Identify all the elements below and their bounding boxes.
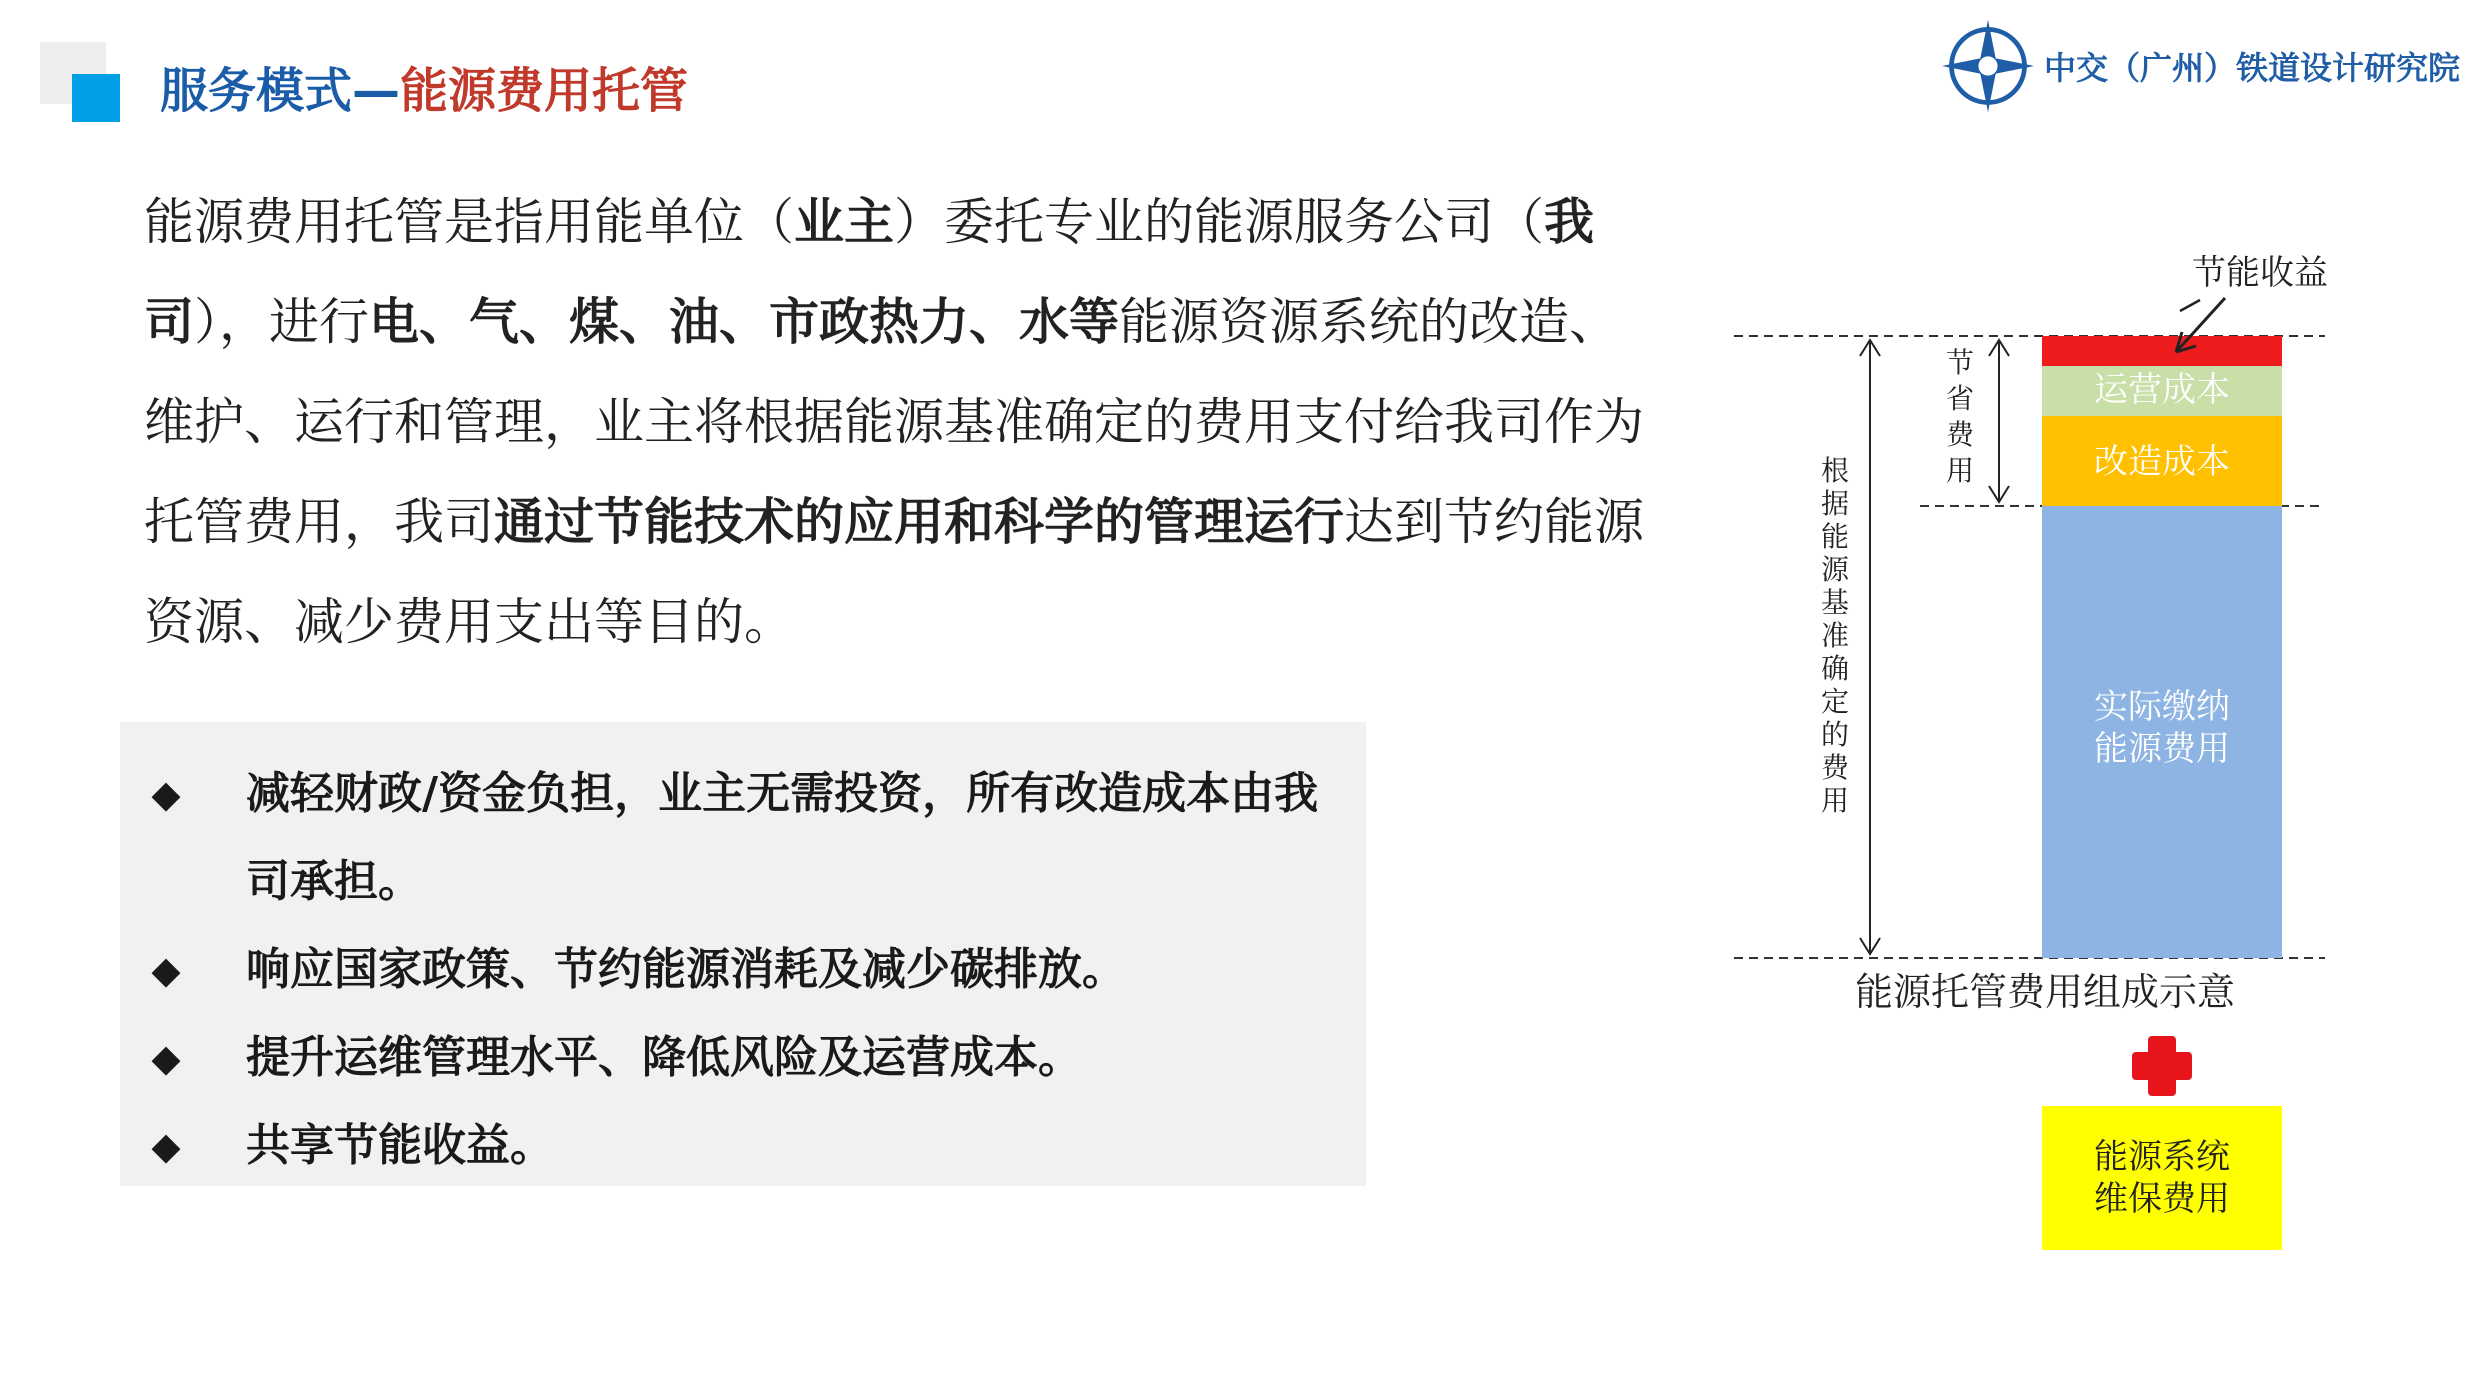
- vertical-label-char: 据: [1820, 487, 1850, 520]
- cccc-logo-icon: [1940, 18, 2036, 114]
- callout-pointer-line: [2180, 300, 2200, 311]
- vertical-label-char: 准: [1820, 619, 1850, 652]
- energy-saving-callout: 节能收益: [2192, 253, 2328, 293]
- segment-energy-saving-revenue: [2042, 336, 2282, 366]
- title-decoration-blue: [72, 74, 120, 122]
- vertical-label-char: 根: [1820, 454, 1850, 487]
- benefit-item: [148, 1014, 1348, 1102]
- benefit-item: [148, 750, 1348, 926]
- page-title-part1: 服务模式—: [160, 63, 401, 119]
- intro-text: 能源费用托管是指用能单位（: [144, 193, 794, 251]
- red-plus-icon: [2132, 1036, 2192, 1096]
- maintenance-label-line2: 维保费用: [2094, 1179, 2230, 1219]
- intro-bold-text: 业主: [794, 193, 894, 251]
- operating-cost-label: 运营成本: [2094, 370, 2230, 410]
- diamond-bullet-icon: ◆: [151, 1036, 181, 1080]
- vertical-label-char: 基: [1820, 586, 1850, 619]
- intro-text: ）委托专业的能源服务公司（: [894, 193, 1544, 251]
- diagram-caption: 能源托管费用组成示意: [1854, 970, 2236, 1014]
- benefit-text: 提升运维管理水平、降低风险及运营成本。: [246, 1032, 1082, 1083]
- intro-bold-text: 通过节能技术的应用和科学的管理运行: [494, 493, 1344, 551]
- vertical-label-char: 的: [1820, 718, 1850, 751]
- benefit-text: 响应国家政策、节约能源消耗及减少碳排放。: [246, 944, 1126, 995]
- intro-text: 能源资源系统的改造、维护、运行和管理，业主将根据能源基准确定的费用支付给我司作为托管费用，我司: [144, 293, 1644, 551]
- vertical-label-char: 省: [1945, 382, 1975, 415]
- intro-bold-text: 我司: [144, 193, 1594, 351]
- energy-cost-diagram: [1720, 240, 2340, 1280]
- page-title-part2: 能源费用托管: [400, 63, 689, 119]
- vertical-label-char: 定: [1820, 685, 1850, 718]
- intro-bold-text: 电、气、煤、油、市政热力、水等: [369, 293, 1119, 351]
- intro-text: 达到节约能源资源、减少费用支出等目的。: [144, 493, 1644, 651]
- diamond-bullet-icon: ◆: [151, 772, 181, 816]
- baseline-cost-vertical-label: [1821, 454, 1850, 817]
- benefits-box: [120, 722, 1366, 1186]
- vertical-label-char: 源: [1820, 553, 1850, 586]
- benefit-text: 共享节能收益。: [246, 1120, 554, 1171]
- benefit-text: 减轻财政/资金负担，业主无需投资，所有改造成本由我司承担。: [246, 768, 1319, 907]
- retrofit-cost-label: 改造成本: [2094, 442, 2230, 482]
- vertical-label-char: 能: [1820, 520, 1850, 553]
- vertical-label-char: 费: [1820, 751, 1850, 784]
- maintenance-label-line1: 能源系统: [2094, 1137, 2230, 1177]
- page-title: [160, 58, 688, 124]
- vertical-label-char: 节: [1945, 346, 1975, 379]
- maintenance-cost-box: [2042, 1106, 2282, 1250]
- vertical-label-char: 确: [1820, 652, 1850, 685]
- diamond-bullet-icon: ◆: [151, 1124, 181, 1168]
- org-name: 中交（广州）铁道设计研究院: [2044, 49, 2461, 87]
- actual-cost-label-line1: 实际缴纳: [2094, 687, 2230, 727]
- actual-cost-label-line2: 能源费用: [2094, 729, 2230, 769]
- vertical-label-char: 费: [1945, 418, 1975, 451]
- vertical-label-char: 用: [1820, 784, 1850, 817]
- intro-paragraph: [144, 172, 1664, 672]
- intro-text: ），进行: [194, 293, 369, 351]
- saved-cost-vertical-label: [1946, 346, 1975, 487]
- vertical-label-char: 用: [1945, 454, 1975, 487]
- benefit-item: [148, 1102, 1348, 1190]
- diamond-bullet-icon: ◆: [151, 948, 181, 992]
- benefit-item: [148, 926, 1348, 1014]
